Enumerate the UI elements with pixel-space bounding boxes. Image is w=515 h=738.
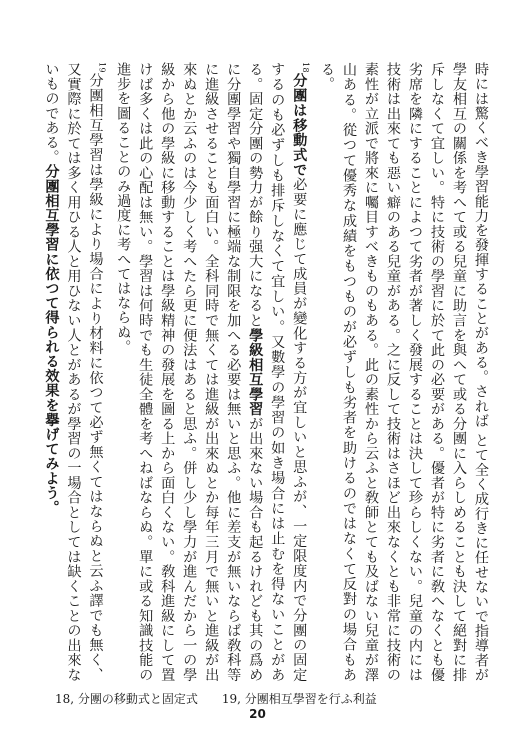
footnote-ref-18: 18	[301, 62, 310, 73]
footnote-19: 19, 分團相互學習を行ふ利益	[221, 692, 377, 706]
footnotes	[55, 690, 495, 707]
footnote-ref-19: 19	[97, 62, 107, 73]
heading-run: 分團は移動式で	[291, 72, 308, 178]
paragraph-3	[41, 62, 113, 682]
text-run: 必要に應じて成員が變化する方が宜しいと思ふが、一定限度内で分團の固定するのも必ずしも排斥しなくて宜しい。又數學の學習の如き場合には止むを得ないことがある。固定分團の勢力が餘り强大になると	[247, 62, 308, 682]
paragraph-1	[316, 62, 492, 682]
text-run: が出來ない場合も起るけれども其の爲めに分團學習や獨自學習に極端な制限を加へる必要は無いと思ふ。他に差支が無いならば敎科等に進級させることも面白い。全科同時で無くては進級が出來ぬとか每年三月で無いと進級が出來ぬとか云ふのは今少しく考へたら更に便法はあると思ふ。併し少し學力が進んだから一の學級から他の學級に移動することは學級精神の發展を圖る上から面白くない。敎科進級にして置けば多くは此の心配は無い。學習は何時でも生徒全體を考へねばならぬ。單に或る知識技能の進步を圖ることのみ過度に考へてはならぬ。	[115, 62, 264, 682]
paragraph-2	[112, 62, 316, 682]
page-number: 20	[249, 707, 266, 721]
emphasis-run: 分團相互學習に依つて得られる效果を擧げてみよう。	[43, 164, 60, 515]
emphasis-run: 學級相互學習	[247, 327, 264, 417]
body-text	[43, 62, 492, 683]
text-run: 分團相互學習は學級により場合により材料に依つて必ず無くてはならぬと云ふ譯でも無く、又實際に於ては多く用ひる人と用ひない人とがあるが學習の一場合としては缺くことの出來ないものである。	[43, 62, 104, 682]
text-run: 時には驚くべき學習能力を發揮することがある。されば とて全く成行きに任せないで指導者が學友相互の關係を考へて或る兒童に助言を與へて或る分團に入らしめることも決して絕對に排斥しなくて宜しい。特に技術の學習に於て此の必要がある。優者が特に劣者に敎へなくとも優劣席を隣にすることによつて劣者が著しく發展することは決して珍らしくない。兒童の内には技術は出來ても惡い癖のある兒童がある。之に反して技術はさほど出來なくとも非常に技術の素性が立派で將來に囑目すべきものもある。此の素性から云ふと敎師とても及ばない兒童が澤山ある。從つて優秀な成績をもつものが必ずしも劣者を助けるのではなくて反對の場合もある。	[319, 62, 489, 683]
footnote-18: 18, 分團の移動式と固定式	[55, 692, 198, 706]
